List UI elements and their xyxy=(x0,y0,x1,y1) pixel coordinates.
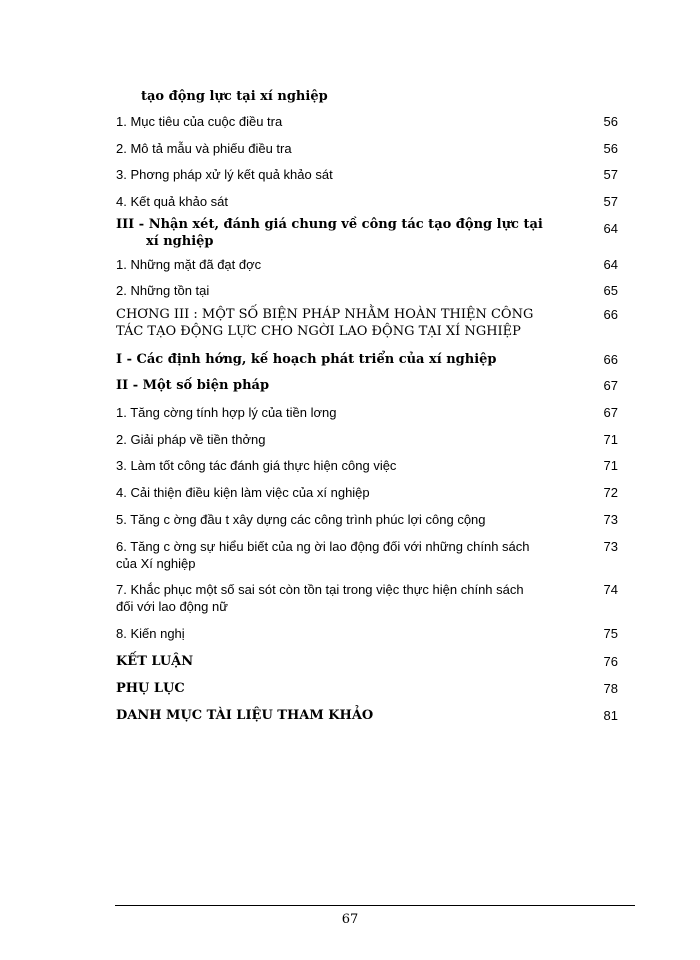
toc-entry-page: 72 xyxy=(603,485,618,500)
toc-entry xyxy=(116,256,618,273)
toc-entry-text: 6. Tăng c ờng sự hiểu biết của ng ời lao động đối với những chính sách xyxy=(116,539,530,554)
toc-entry-text: 7. Khắc phục một số sai sót còn tồn tại trong việc thực hiện chính sách xyxy=(116,582,524,597)
toc-entry-text: 1. Mục tiêu của cuộc điều tra xyxy=(116,114,283,129)
toc-entry-text: 3. Làm tốt công tác đánh giá thực hiện công việc xyxy=(116,458,397,473)
toc-entry xyxy=(116,511,618,528)
toc-entry xyxy=(116,193,618,210)
toc-entry-text: 2. Những tồn tại xyxy=(116,283,210,298)
toc-entry-text: tạo động lực tại xí nghiệp xyxy=(141,89,328,104)
toc-entry-text: 3. Phơng pháp xử lý kết quả khảo sát xyxy=(116,167,333,182)
toc-entry-page: 76 xyxy=(603,654,618,669)
toc-entry-text: III - Nhận xét, đánh giá chung về công tác tạo động lực tại xyxy=(116,217,543,232)
toc-entry-text: II - Một số biện pháp xyxy=(116,378,270,393)
toc-entry-text: I - Các định hớng, kế hoạch phát triển của xí nghiệp xyxy=(116,352,497,367)
toc-entry-text: 1. Những mặt đã đạt đợc xyxy=(116,257,262,272)
toc-entry xyxy=(116,707,618,724)
toc-entry-text-continued: TÁC TẠO ĐỘNG LỰC CHO NGỜI LAO ĐỘNG TẠI XÍ NGHIỆP xyxy=(116,324,521,339)
toc-entry-page: 67 xyxy=(603,378,618,393)
toc-entry xyxy=(116,88,618,105)
toc-entry xyxy=(116,538,618,572)
page-number: 67 xyxy=(341,912,359,927)
toc-entry-page: 81 xyxy=(603,708,618,723)
toc-entry-page: 56 xyxy=(603,114,618,129)
toc-entry-text: 4. Kết quả khảo sát xyxy=(116,194,229,209)
toc-entry xyxy=(116,306,618,340)
toc-entry-text: 4. Cải thiện điều kiện làm việc của xí nghiệp xyxy=(116,485,370,500)
toc-entry-page: 66 xyxy=(603,352,618,367)
toc-entry-text: DANH MỤC TÀI LIỆU THAM KHẢO xyxy=(116,708,374,723)
toc-entry xyxy=(116,282,618,299)
toc-entry-page: 64 xyxy=(603,257,618,272)
toc-entry-page: 67 xyxy=(603,405,618,420)
toc-entry-page: 71 xyxy=(603,432,618,447)
toc-entry-page: 73 xyxy=(603,539,618,554)
toc-entry xyxy=(116,431,618,448)
toc-entry xyxy=(116,113,618,130)
toc-entry xyxy=(116,680,618,697)
toc-entry-page: 75 xyxy=(603,626,618,641)
toc-entry xyxy=(116,404,618,421)
toc-entry xyxy=(116,581,618,615)
toc-entry-page: 56 xyxy=(603,141,618,156)
toc-entry xyxy=(116,377,618,394)
footer-divider xyxy=(115,905,635,906)
toc-entry-page: 57 xyxy=(603,194,618,209)
toc-entry-text: KẾT LUẬN xyxy=(116,654,194,669)
toc-entry-text-continued: đối với lao động nữ xyxy=(116,599,228,614)
toc-entry xyxy=(116,216,618,250)
toc-entry xyxy=(116,653,618,670)
toc-entry-page: 66 xyxy=(603,307,618,322)
toc-entry xyxy=(116,166,618,183)
toc-entry xyxy=(116,457,618,474)
toc-entry-page: 73 xyxy=(603,512,618,527)
toc-entry xyxy=(116,484,618,501)
toc-entry-text: 5. Tăng c ờng đầu t xây dựng các công trình phúc lợi công cộng xyxy=(116,512,486,527)
toc-entry-text: PHỤ LỤC xyxy=(116,681,185,696)
toc-entry-page: 71 xyxy=(603,458,618,473)
toc-entry xyxy=(116,351,618,368)
toc-entry-text: 1. Tăng cờng tính hợp lý của tiền lơng xyxy=(116,405,337,420)
toc-entry-page: 65 xyxy=(603,283,618,298)
toc-entry-page: 74 xyxy=(603,582,618,597)
toc-entry xyxy=(116,625,618,642)
toc-entry-text: CHƠNG III : MỘT SỐ BIỆN PHÁP NHẰM HOÀN THIỆN CÔNG xyxy=(116,307,534,322)
toc-entry-text: 2. Mô tả mẫu và phiếu điều tra xyxy=(116,141,292,156)
toc-entry-page: 78 xyxy=(603,681,618,696)
toc-entry-text-continued: xí nghiệp xyxy=(146,234,214,249)
toc-entry-text: 2. Giải pháp về tiền thởng xyxy=(116,432,266,447)
toc-entry-page: 57 xyxy=(603,167,618,182)
toc-entry xyxy=(116,140,618,157)
toc-entry-text-continued: của Xí nghiệp xyxy=(116,556,196,571)
toc-entry-text: 8. Kiến nghị xyxy=(116,626,185,641)
toc-entry-page: 64 xyxy=(603,221,618,236)
